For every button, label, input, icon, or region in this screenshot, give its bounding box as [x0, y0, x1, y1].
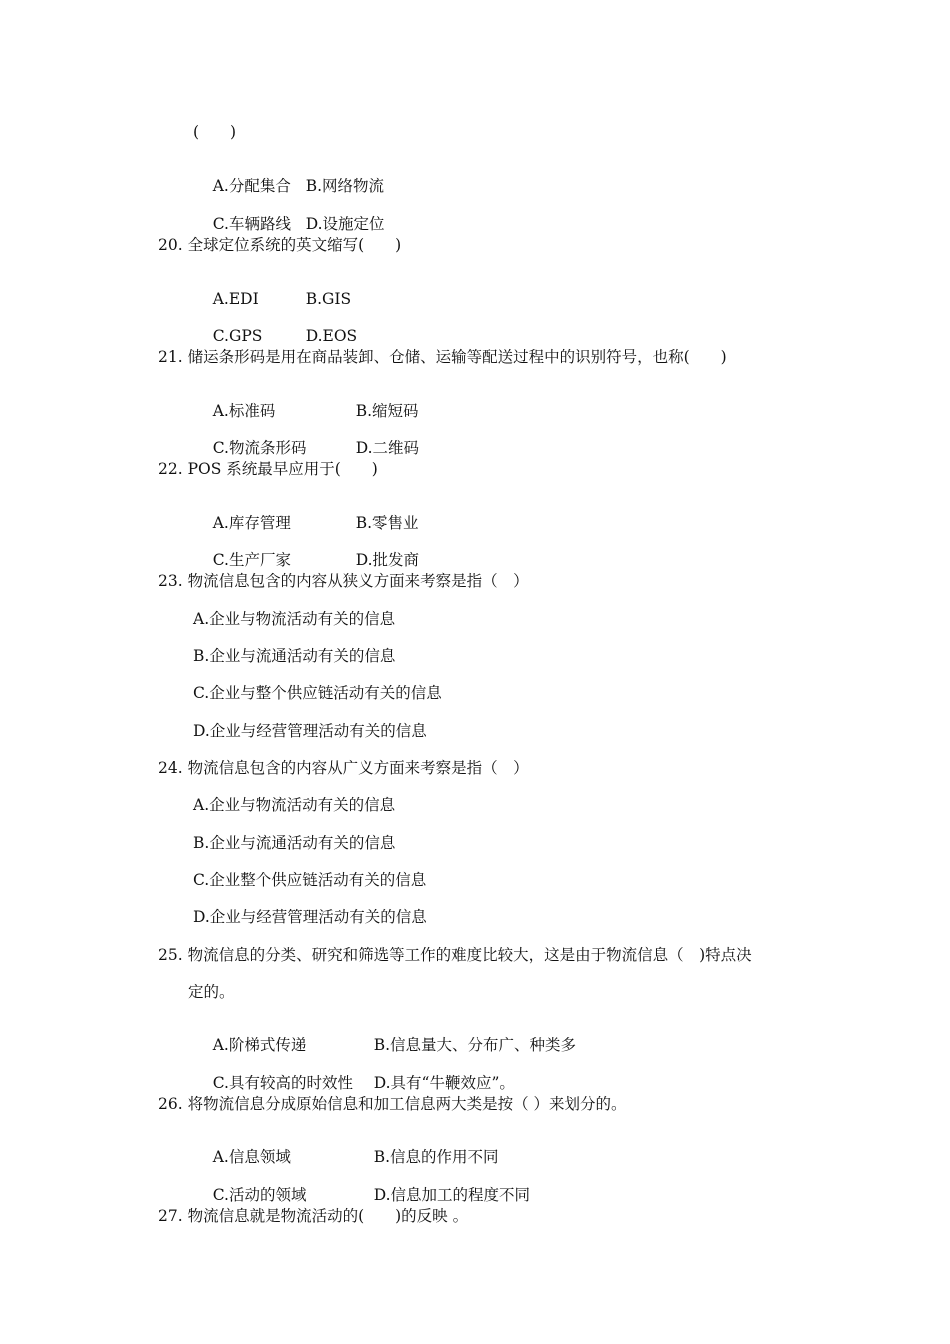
q23-option-c: C.企业与整个供应链活动有关的信息	[193, 684, 442, 702]
q25-option-c: C.具有较高的时效性	[212, 1073, 353, 1092]
q23-option-d: D.企业与经营管理活动有关的信息	[193, 722, 427, 740]
q26-option-c: C.活动的领域	[212, 1185, 307, 1204]
q21-text: 21. 储运条形码是用在商品装卸、仓储、运输等配送过程中的识别符号，也称( )	[158, 348, 727, 366]
q25-text-continued: 定的。	[188, 983, 235, 1001]
q21-option-c: C.物流条形码	[212, 438, 307, 457]
q27-text: 27. 物流信息就是物流活动的( )的反映 。	[158, 1207, 469, 1225]
q21-option-d: D.二维码	[355, 438, 420, 457]
q26-text: 26. 将物流信息分成原始信息和加工信息两大类是按（ ）来划分的。	[158, 1095, 627, 1113]
q21-option-b: B.缩短码	[355, 401, 419, 420]
q24-option-a: A.企业与物流活动有关的信息	[193, 796, 396, 814]
q20-option-c: C.GPS	[212, 326, 263, 345]
q24-option-d: D.企业与经营管理活动有关的信息	[193, 908, 427, 926]
q23-text: 23. 物流信息包含的内容从狭义方面来考察是指（ ）	[158, 572, 529, 590]
q19-option-d: D.设施定位	[305, 214, 385, 233]
q20-option-b: B.GIS	[305, 289, 352, 308]
q24-option-c: C.企业整个供应链活动有关的信息	[193, 871, 427, 889]
q22-option-a: A.库存管理	[212, 513, 291, 532]
q20-text: 20. 全球定位系统的英文缩写( )	[158, 236, 402, 254]
q24-text: 24. 物流信息包含的内容从广义方面来考察是指（ ）	[158, 759, 529, 777]
q26-option-d: D.信息加工的程度不同	[373, 1185, 531, 1204]
q22-option-b: B.零售业	[355, 513, 419, 532]
q24-option-b: B.企业与流通活动有关的信息	[193, 834, 396, 852]
q19-option-a: A.分配集合	[212, 176, 291, 195]
q25-option-b: B.信息量大、分布广、种类多	[373, 1035, 577, 1054]
q19-blank: ( )	[193, 123, 237, 141]
q21-option-a: A.标准码	[212, 401, 276, 420]
q23-option-a: A.企业与物流活动有关的信息	[193, 610, 396, 628]
q19-option-b: B.网络物流	[305, 176, 385, 195]
q26-option-b: B.信息的作用不同	[373, 1147, 499, 1166]
q22-text: 22. POS 系统最早应用于( )	[158, 460, 378, 478]
q22-option-d: D.批发商	[355, 550, 420, 569]
q25-option-d: D.具有“牛鞭效应”。	[373, 1073, 515, 1092]
q26-option-a: A.信息领域	[212, 1147, 291, 1166]
q25-text: 25. 物流信息的分类、研究和筛选等工作的难度比较大，这是由于物流信息（ )特点决	[158, 946, 752, 964]
q20-option-a: A.EDI	[212, 289, 259, 308]
q19-option-c: C.车辆路线	[212, 214, 291, 233]
q22-option-c: C.生产厂家	[212, 550, 291, 569]
q25-option-a: A.阶梯式传递	[212, 1035, 307, 1054]
q20-option-d: D.EOS	[305, 326, 358, 345]
q23-option-b: B.企业与流通活动有关的信息	[193, 647, 396, 665]
